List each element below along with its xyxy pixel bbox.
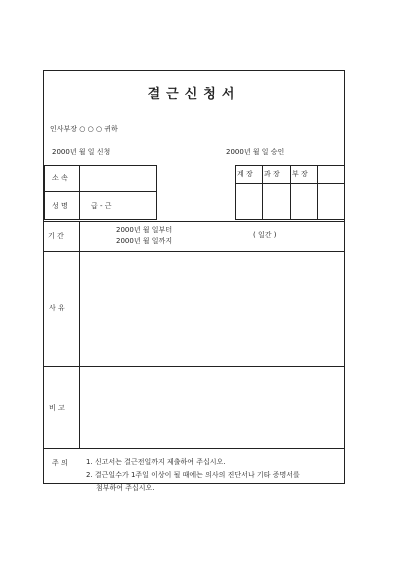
divider: [44, 191, 157, 192]
name-label: 성 명: [52, 202, 68, 210]
approver-department-head: 부 장: [292, 170, 308, 178]
absence-request-form: [43, 70, 345, 492]
form-title: 결근신청서: [147, 87, 241, 102]
divider: [79, 221, 80, 448]
notice-line-3: 첨부하여 주십시오.: [96, 484, 155, 492]
department-label: 소 속: [52, 174, 68, 182]
divider: [44, 221, 345, 222]
divider: [79, 165, 80, 220]
rank-value: 급 - 근: [91, 202, 112, 210]
recipient-line: 인사부장 ○ ○ ○ 귀하: [50, 125, 118, 133]
divider: [317, 165, 318, 220]
reason-label: 사 유: [49, 304, 65, 312]
period-to: 2000년 월 일까지: [116, 237, 173, 245]
approve-date: 2000년 월 일 승인: [226, 148, 285, 156]
remarks-label: 비 고: [49, 404, 65, 412]
apply-date: 2000년 월 일 신청: [52, 148, 111, 156]
divider: [262, 165, 263, 220]
notice-line-2: 2. 결근일수가 1주일 이상이 될 때에는 의사의 진단서나 기타 증명서를: [86, 471, 300, 479]
divider: [44, 366, 345, 367]
divider: [44, 251, 345, 252]
period-days: ( 일간 ): [253, 231, 277, 239]
notice-label: 주 의: [52, 459, 68, 467]
notice-line-1: 1. 신고서는 결근전일까지 제출하여 주십시오.: [86, 458, 226, 466]
approver-section-chief: 계 장: [237, 170, 253, 178]
divider: [290, 165, 291, 220]
approver-division-chief: 과 장: [264, 170, 280, 178]
divider: [44, 448, 345, 449]
period-label: 기 간: [48, 232, 64, 240]
period-from: 2000년 월 일부터: [116, 226, 173, 234]
